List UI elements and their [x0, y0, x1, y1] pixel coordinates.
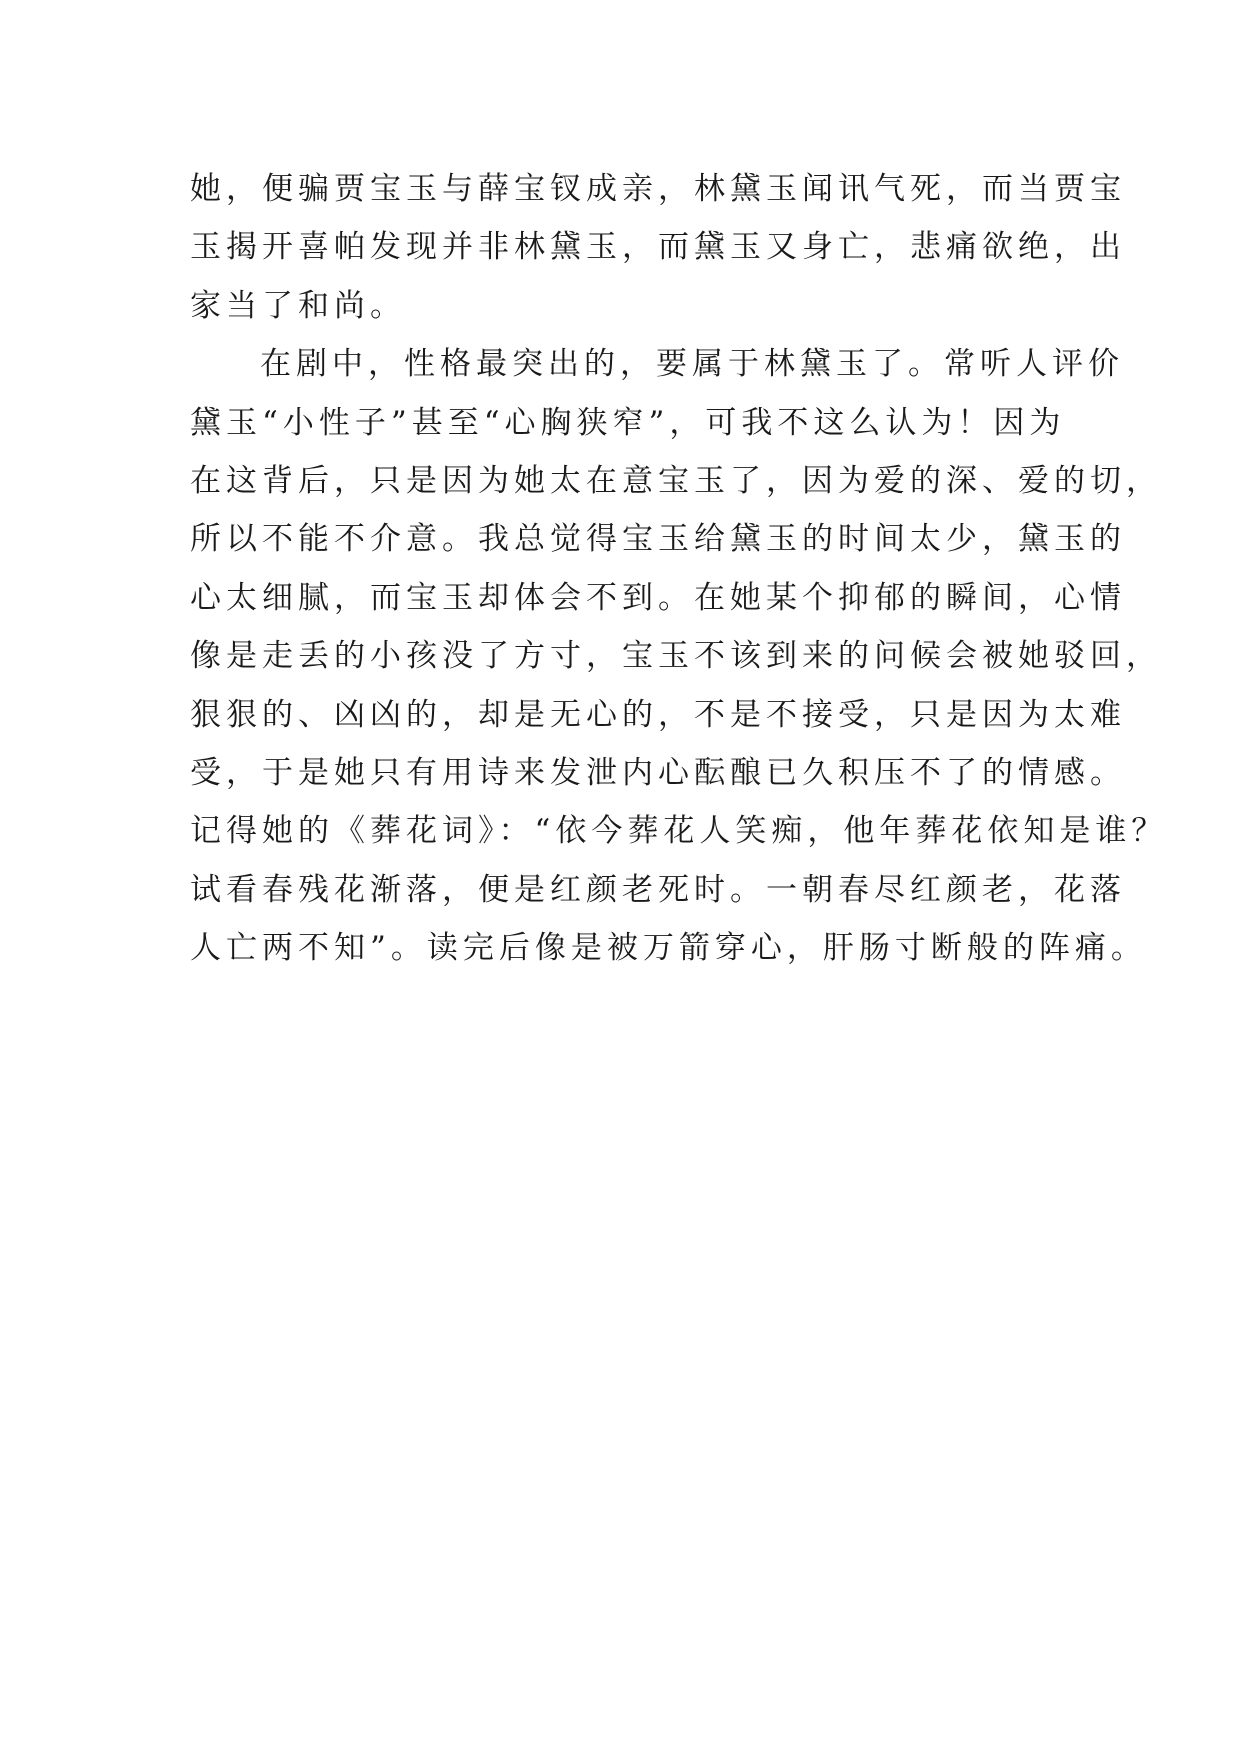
text-line: 试看春残花渐落，便是红颜老死时。一朝春尽红颜老，花落	[190, 871, 1126, 908]
text-line: 家当了和尚。	[190, 287, 406, 324]
text-line: 所以不能不介意。我总觉得宝玉给黛玉的时间太少，黛玉的	[190, 521, 1126, 558]
text-line: 黛玉“小性子”甚至“心胸狭窄”，可我不这么认为！因为	[190, 404, 1066, 441]
text-line: 心太细腻，而宝玉却体会不到。在她某个抑郁的瞬间，心情	[190, 579, 1126, 616]
text-line: 记得她的《葬花词》：“依今葬花人笑痴，他年葬花依知是谁？	[190, 813, 1168, 850]
text-line: 像是走丢的小孩没了方寸，宝玉不该到来的问候会被她驳回，	[190, 638, 1162, 675]
text-line: 人亡两不知”。读完后像是被万箭穿心，肝肠寸断般的阵痛。	[190, 930, 1147, 967]
text-line: 在剧中，性格最突出的，要属于林黛玉了。常听人评价	[260, 346, 1124, 383]
text-line: 她，便骗贾宝玉与薛宝钗成亲，林黛玉闻讯气死，而当贾宝	[190, 171, 1126, 207]
text-line: 玉揭开喜帕发现并非林黛玉，而黛玉又身亡，悲痛欲绝，出	[190, 229, 1126, 266]
text-line: 受，于是她只有用诗来发泄内心酝酿已久积压不了的情感。	[190, 754, 1126, 791]
paragraph-2	[190, 335, 1168, 977]
text-line: 狠狠的、凶凶的，却是无心的，不是不接受，只是因为太难	[190, 696, 1126, 733]
body-text	[190, 160, 1168, 977]
text-line: 在这背后，只是因为她太在意宝玉了，因为爱的深、爱的切，	[190, 462, 1162, 499]
paragraph-1	[190, 160, 1126, 335]
